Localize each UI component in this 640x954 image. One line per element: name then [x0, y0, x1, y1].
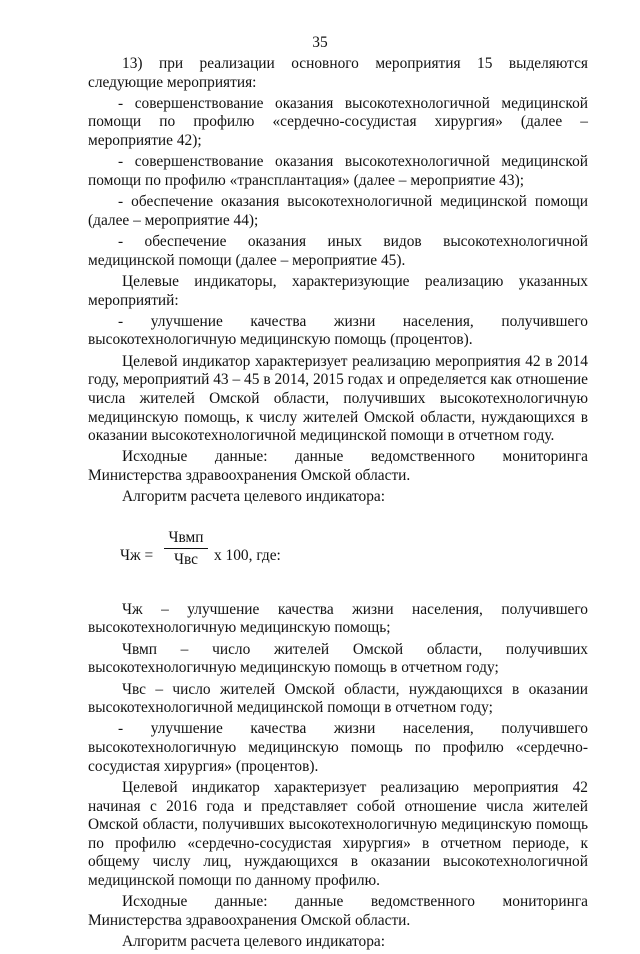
formula-fraction: [164, 529, 208, 570]
paragraph-indicator-description-2016: Целевой индикатор характеризует реализацию мероприятия 42 начиная с 2016 года и представляет собой отношение числа жителей Омской области, получивших высокотехнологичную медицинскую помощь по профилю «сердечно-сосудистая хирургия» в отчетном периоде, к общему числу лиц, нуждающихся в оказании высокотехнологичной медицинской помощи по данному профилю.: [88, 778, 588, 889]
paragraph-indicator-description: Целевой индикатор характеризует реализацию мероприятия 42 в 2014 году, мероприятий 43 – 45 в 2014, 2015 годах и определяется как отношение числа жителей Омской области, получивших высокотехнологичную медицинскую помощь, к числу жителей Омской области, нуждающихся в оказании высокотехнологичной медицинской помощи в отчетном году.: [88, 352, 588, 445]
formula-lhs: Чж =: [120, 546, 154, 564]
paragraph-target-indicators: Целевые индикаторы, характеризующие реализацию указанных мероприятий:: [88, 272, 588, 309]
list-item-event-44: - обеспечение оказания высокотехнологичной медицинской помощи (далее – мероприятие 44);: [88, 193, 588, 229]
list-item-event-42: - совершенствование оказания высокотехнологичной медицинской помощи по профилю «сердечно-сосудистая хирургия» (далее – мероприятие 42);: [88, 94, 588, 150]
formula-numerator: Чвмп: [168, 528, 204, 546]
fraction-bar: [164, 548, 208, 549]
paragraph-source-data: Исходные данные: данные ведомственного мониторинга Министерства здравоохранения Омской области.: [88, 448, 588, 484]
document-body: [88, 55, 588, 954]
list-item-indicator: - улучшение качества жизни населения, получившего высокотехнологичную медицинскую помощь (процентов).: [88, 312, 588, 349]
formula-rhs: х 100, где:: [214, 546, 281, 564]
paragraph-algorithm-2: Алгоритм расчета целевого индикатора:: [122, 933, 386, 951]
list-item-indicator-cardio: - улучшение качества жизни населения, получившего высокотехнологичную медицинскую помощь по профилю «сердечно-сосудистая хирургия» (процентов).: [88, 720, 588, 775]
paragraph-source-data-2: Исходные данные: данные ведомственного мониторинга Министерства здравоохранения Омской области.: [88, 893, 588, 929]
definition-chvmp: Чвмп – число жителей Омской области, получивших высокотехнологичную медицинскую помощь в отчетном году;: [88, 640, 588, 677]
paragraph-item-13: 13) при реализации основного мероприятия 15 выделяются следующие мероприятия:: [88, 55, 588, 91]
formula: [120, 529, 588, 581]
definition-chvs: Чвс – число жителей Омской области, нуждающихся в оказании высокотехнологичной медицинской помощи в отчетном году;: [88, 680, 588, 717]
definition-chzh: Чж – улучшение качества жизни населения, получившего высокотехнологичную медицинскую помощь;: [88, 600, 588, 637]
page-number: 35: [312, 34, 328, 51]
formula-denominator: Чвс: [173, 551, 198, 569]
paragraph-algorithm: Алгоритм расчета целевого индикатора:: [122, 488, 386, 506]
list-item-event-43: - совершенствование оказания высокотехнологичной медицинской помощи по профилю «трансплантация» (далее – мероприятие 43);: [88, 153, 588, 189]
list-item-event-45: - обеспечение оказания иных видов высокотехнологичной медицинской помощи (далее – мероприятие 45).: [88, 233, 588, 269]
